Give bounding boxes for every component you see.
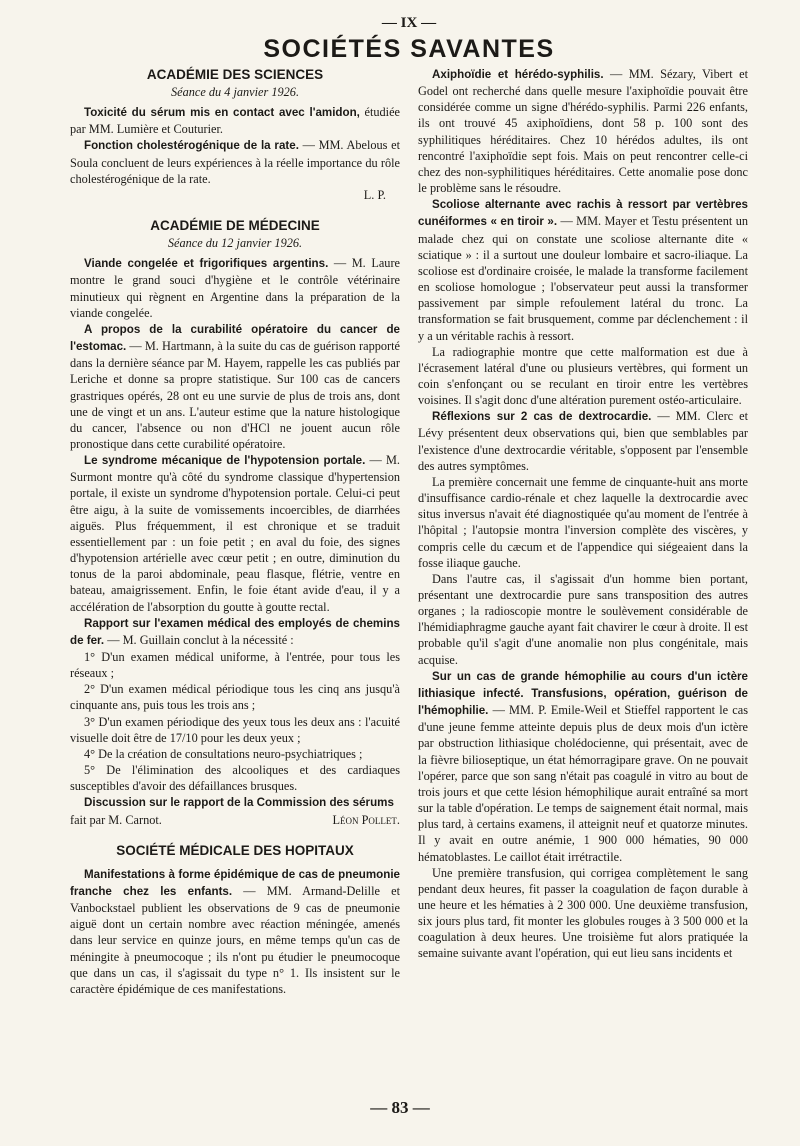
- paragraph: [70, 866, 400, 997]
- paragraph-text: — M. Guillain conclut à la nécessité :: [107, 632, 294, 647]
- section-title-academie-sciences: ACADÉMIE DES SCIENCES: [146, 67, 324, 82]
- session-date: Séance du 12 janvier 1926.: [167, 236, 303, 251]
- section-number: — IX —: [381, 15, 437, 31]
- paragraph-title: Manifestations à forme épidémique de cas de pneumonie franche chez les enfants.: [70, 867, 400, 898]
- paragraph-text: — MM. Clerc et Lévy présentent deux observations qui, bien que semblables par l'existence d'une dextrocardie véritable, s'opposent par l'ensemble des autres symptômes.: [418, 409, 748, 473]
- paragraph-title: Axiphoïdie et hérédo-syphilis.: [432, 68, 604, 81]
- paragraph-text: — MM. Mayer et Testu présentent un malade chez qui on constate une scoliose alternante dite « sciatique » : il a surtout une douleur lombaire et sacro-iliaque. La scoliose est d'ordinaire croisée, le malade la transforme facilement en scoliose homologue ; l'observateur peut aussi la transformer passivement par simple refoulement latéral du tronc. La transformation se fait brusquement, comme par déclenchement : il y a un véritable rachis à ressort.: [418, 214, 748, 343]
- paragraph-title: Scoliose alternante avec rachis à ressort par vertèbres cunéiformes « en tiroir ».: [418, 198, 748, 229]
- paragraph-title: Discussion sur le rapport de la Commission des sérums: [84, 796, 394, 810]
- paragraph: La radiographie montre que cette malformation est due à l'écrasement latéral d'une ou plusieurs vertèbres, qui forment un coin s'enfonçant ou se reculant en tiroir entre les vertèbres voisines. Il s'agit donc d'une altération purement ostéo-articulaire.: [418, 344, 748, 408]
- section-title-societe-medicale: SOCIÉTÉ MÉDICALE DES HOPITAUX: [116, 842, 354, 858]
- paragraph: Une première transfusion, qui corrigea complètement le sang pendant deux heures, fit passer la coagulation de façon durable à une heure et les hématies à 2 300 000. Une deuxième transfusion, six jours plus tard, fit monter les globules rouges à 3 500 000 et la coagulation à deux heures. Une troisième fut alors pratiquée la semaine suivante avant l'opération, qui eut lieu sans incidents et: [418, 865, 748, 961]
- signature: Léon Pollet.: [332, 812, 400, 827]
- paragraph-text: étudiée par MM. Lumière et Couturier.: [70, 105, 400, 137]
- paragraph: [418, 196, 748, 343]
- paragraph: [418, 668, 748, 865]
- paragraph: [70, 137, 400, 186]
- paragraph-title: Fonction cholestérogénique de la rate.: [84, 139, 299, 153]
- two-column-body: [70, 66, 748, 1106]
- paragraph-title: Le syndrome mécanique de l'hypotension portale.: [84, 454, 366, 468]
- paragraph: Dans l'autre cas, il s'agissait d'un homme bien portant, présentant une dextrocardie pure sans transposition des autres organes ; la radioscopie montre le soulèvement considérable de l'hémidiaphragme gauche ayant fait chavirer le cœur à droite. Il est probable qu'il s'agit d'une anomalie non plus congénitale, mais acquise.: [418, 571, 748, 667]
- paragraph: [70, 452, 400, 615]
- page-number: — 83 —: [370, 1098, 430, 1117]
- paragraph-text: — MM. Armand-Delille et Vanbockstael publient les observations de 9 cas de pneumonie aiguë dont un certain nombre avec réaction méningée, amenés dans leur service en quinze jours, en même temps qu'un cas de méningite à pneumocoque ; ils n'ont pu étudier le pneumocoque que dans un cas, il s'agissait du type n° 1. Ils insistent sur le caractère épidémique de ces manifestations.: [70, 883, 400, 996]
- paragraph-text: — M. Laure montre le grand souci d'hygiène et le contrôle vétérinaire minutieux qui règnent en Argentine dans la préparation de la viande congelée.: [70, 256, 400, 320]
- paragraph-text: — MM. Abelous et Soula concluent de leurs expériences à la réelle importance du rôle cholestérogénique de la rate.: [70, 138, 400, 186]
- paragraph-title: A propos de la curabilité opératoire du cancer de l'estomac.: [70, 322, 400, 354]
- list-item: 2° D'un examen médical périodique tous les cinq ans jusqu'à cinquante ans, puis tous les trois ans ;: [70, 682, 400, 713]
- list-item: 5° De l'élimination des alcooliques et des cardiaques susceptibles d'avoir des défaillances brusques.: [70, 763, 400, 794]
- page-title: SOCIÉTÉS SAVANTES: [263, 35, 555, 63]
- section-title-academie-medecine: ACADÉMIE DE MÉDECINE: [150, 218, 320, 234]
- paragraph-title: Sur un cas de grande hémophilie au cours d'un ictère lithiasique infecté. Transfusions, opération, guérison de l'hémophilie.: [418, 669, 748, 718]
- paragraph: [70, 321, 400, 452]
- paragraph: [70, 812, 400, 828]
- paragraph-text: — M. Hartmann, à la suite du cas de guérison rapporté dans la dernière séance par M. Hayem, rappelle les cas publiés par Leriche et donne sa propre statistique. Sur 100 cas de cancers grastriques opérés, 28 ont eu une survie de plus de trois ans, dont une de vingt et un ans. L'auteur estime que la nature histologique du cancer, l'absence ou non d'HCl ne jouent aucun rôle pronostique dans cette curabilité opératoire.: [70, 339, 400, 451]
- paragraph-text: fait par M. Carnot.: [70, 812, 162, 827]
- paragraph: [70, 794, 400, 811]
- session-date: Séance du 4 janvier 1926.: [170, 85, 300, 99]
- paragraph-title: Réflexions sur 2 cas de dextrocardie.: [432, 410, 652, 424]
- paragraph: [70, 255, 400, 321]
- paragraph-title: Toxicité du sérum mis en contact avec l'amidon,: [84, 106, 360, 120]
- right-column: [418, 66, 748, 1106]
- paragraph-text: — MM. Sézary, Vibert et Godel ont recherché dans quelle mesure l'axiphoïdie pouvait être considérée comme un signe d'hérédo-syphilis. Parmi 226 enfants, ils ont trouvé 45 axiphoïdiens, dont 58 p. 100 sont des syphilitiques héréditaires. Chez 10 hérédos adultes, ils ont rencontré l'axiphoïdie sept fois. Mais on peut rencontrer celle-ci chez des non-syphilitiques héréditaires. Cette anomalie pose donc le problème sans le résoudre.: [418, 67, 748, 196]
- paragraph-text: — M. Surmont montre qu'à côté du syndrome classique d'hypertension portale, il existe un syndrome d'hypotension portale. Celui-ci peut être aigu, à la suite de vomissements incoercibles, de diarrhées aiguës. Plus fréquemment, il est chronique et se traduit essentiellement par : un foie petit ; en aval du foie, des signes d'hypotension artérielle avec cœur petit ; en outre, diminution du tonus de la paroi abdominale, peau flasque, flétrie, ventre en bateau, amaigrissement. Enfin, le foie étant avide d'eau, il y a accélération de l'absorption du goutte à goutte rectal.: [70, 453, 400, 614]
- paragraph: [70, 104, 400, 137]
- paragraph-title: Rapport sur l'examen médical des employés de chemins de fer.: [70, 616, 400, 647]
- paragraph-title: Viande congelée et frigorifiques argentins.: [84, 257, 329, 271]
- list-item: 1° D'un examen médical uniforme, à l'entrée, pour tous les réseaux ;: [70, 650, 400, 681]
- left-column: [70, 66, 400, 1106]
- list-item: 4° De la création de consultations neuro-psychiatriques ;: [84, 746, 363, 761]
- paragraph: [418, 408, 748, 474]
- paragraph: La première concernait une femme de cinquante-huit ans morte d'insuffisance cardio-rénale et chez laquelle la dextrocardie avec situs inversus n'avait été diagnostiquée qu'au moment de l'entrée à l'hôpital ; l'autopsie montra l'inversion complète des viscères, y compris celle du cæcum et de l'appendice qui siégeaient dans la fosse iliaque gauche.: [418, 474, 748, 570]
- list-item: 3° D'un examen périodique des yeux tous les deux ans : l'acuité visuelle doit être de 17/10 pour les deux yeux ;: [70, 714, 400, 745]
- paragraph: [70, 615, 400, 649]
- signature: L. P.: [363, 187, 386, 202]
- paragraph: [418, 66, 748, 196]
- paragraph-text: — MM. P. Emile-Weil et Stieffel rapportent le cas d'une jeune femme atteinte depuis plus de deux mois d'un ictère par obstruction lithiasique cholédocienne, qui présentait, avec de la fièvre bilioseptique, un état hémorragipare grave. On ne pouvait l'opérer, parce que son sang n'était pas coagulé in vitro au bout de trois jours et que cette lésion hémophilique aurait entraîné sa mort sur la table d'opération. Le temps de saignement était normal, mais plus tard, à certains examens, il atteignit neuf et quatorze minutes. Il y avait en outre anémie, 1 900 000 hématies, 90 000 hématoblastes. Le caillot était irrétractile.: [418, 703, 748, 864]
